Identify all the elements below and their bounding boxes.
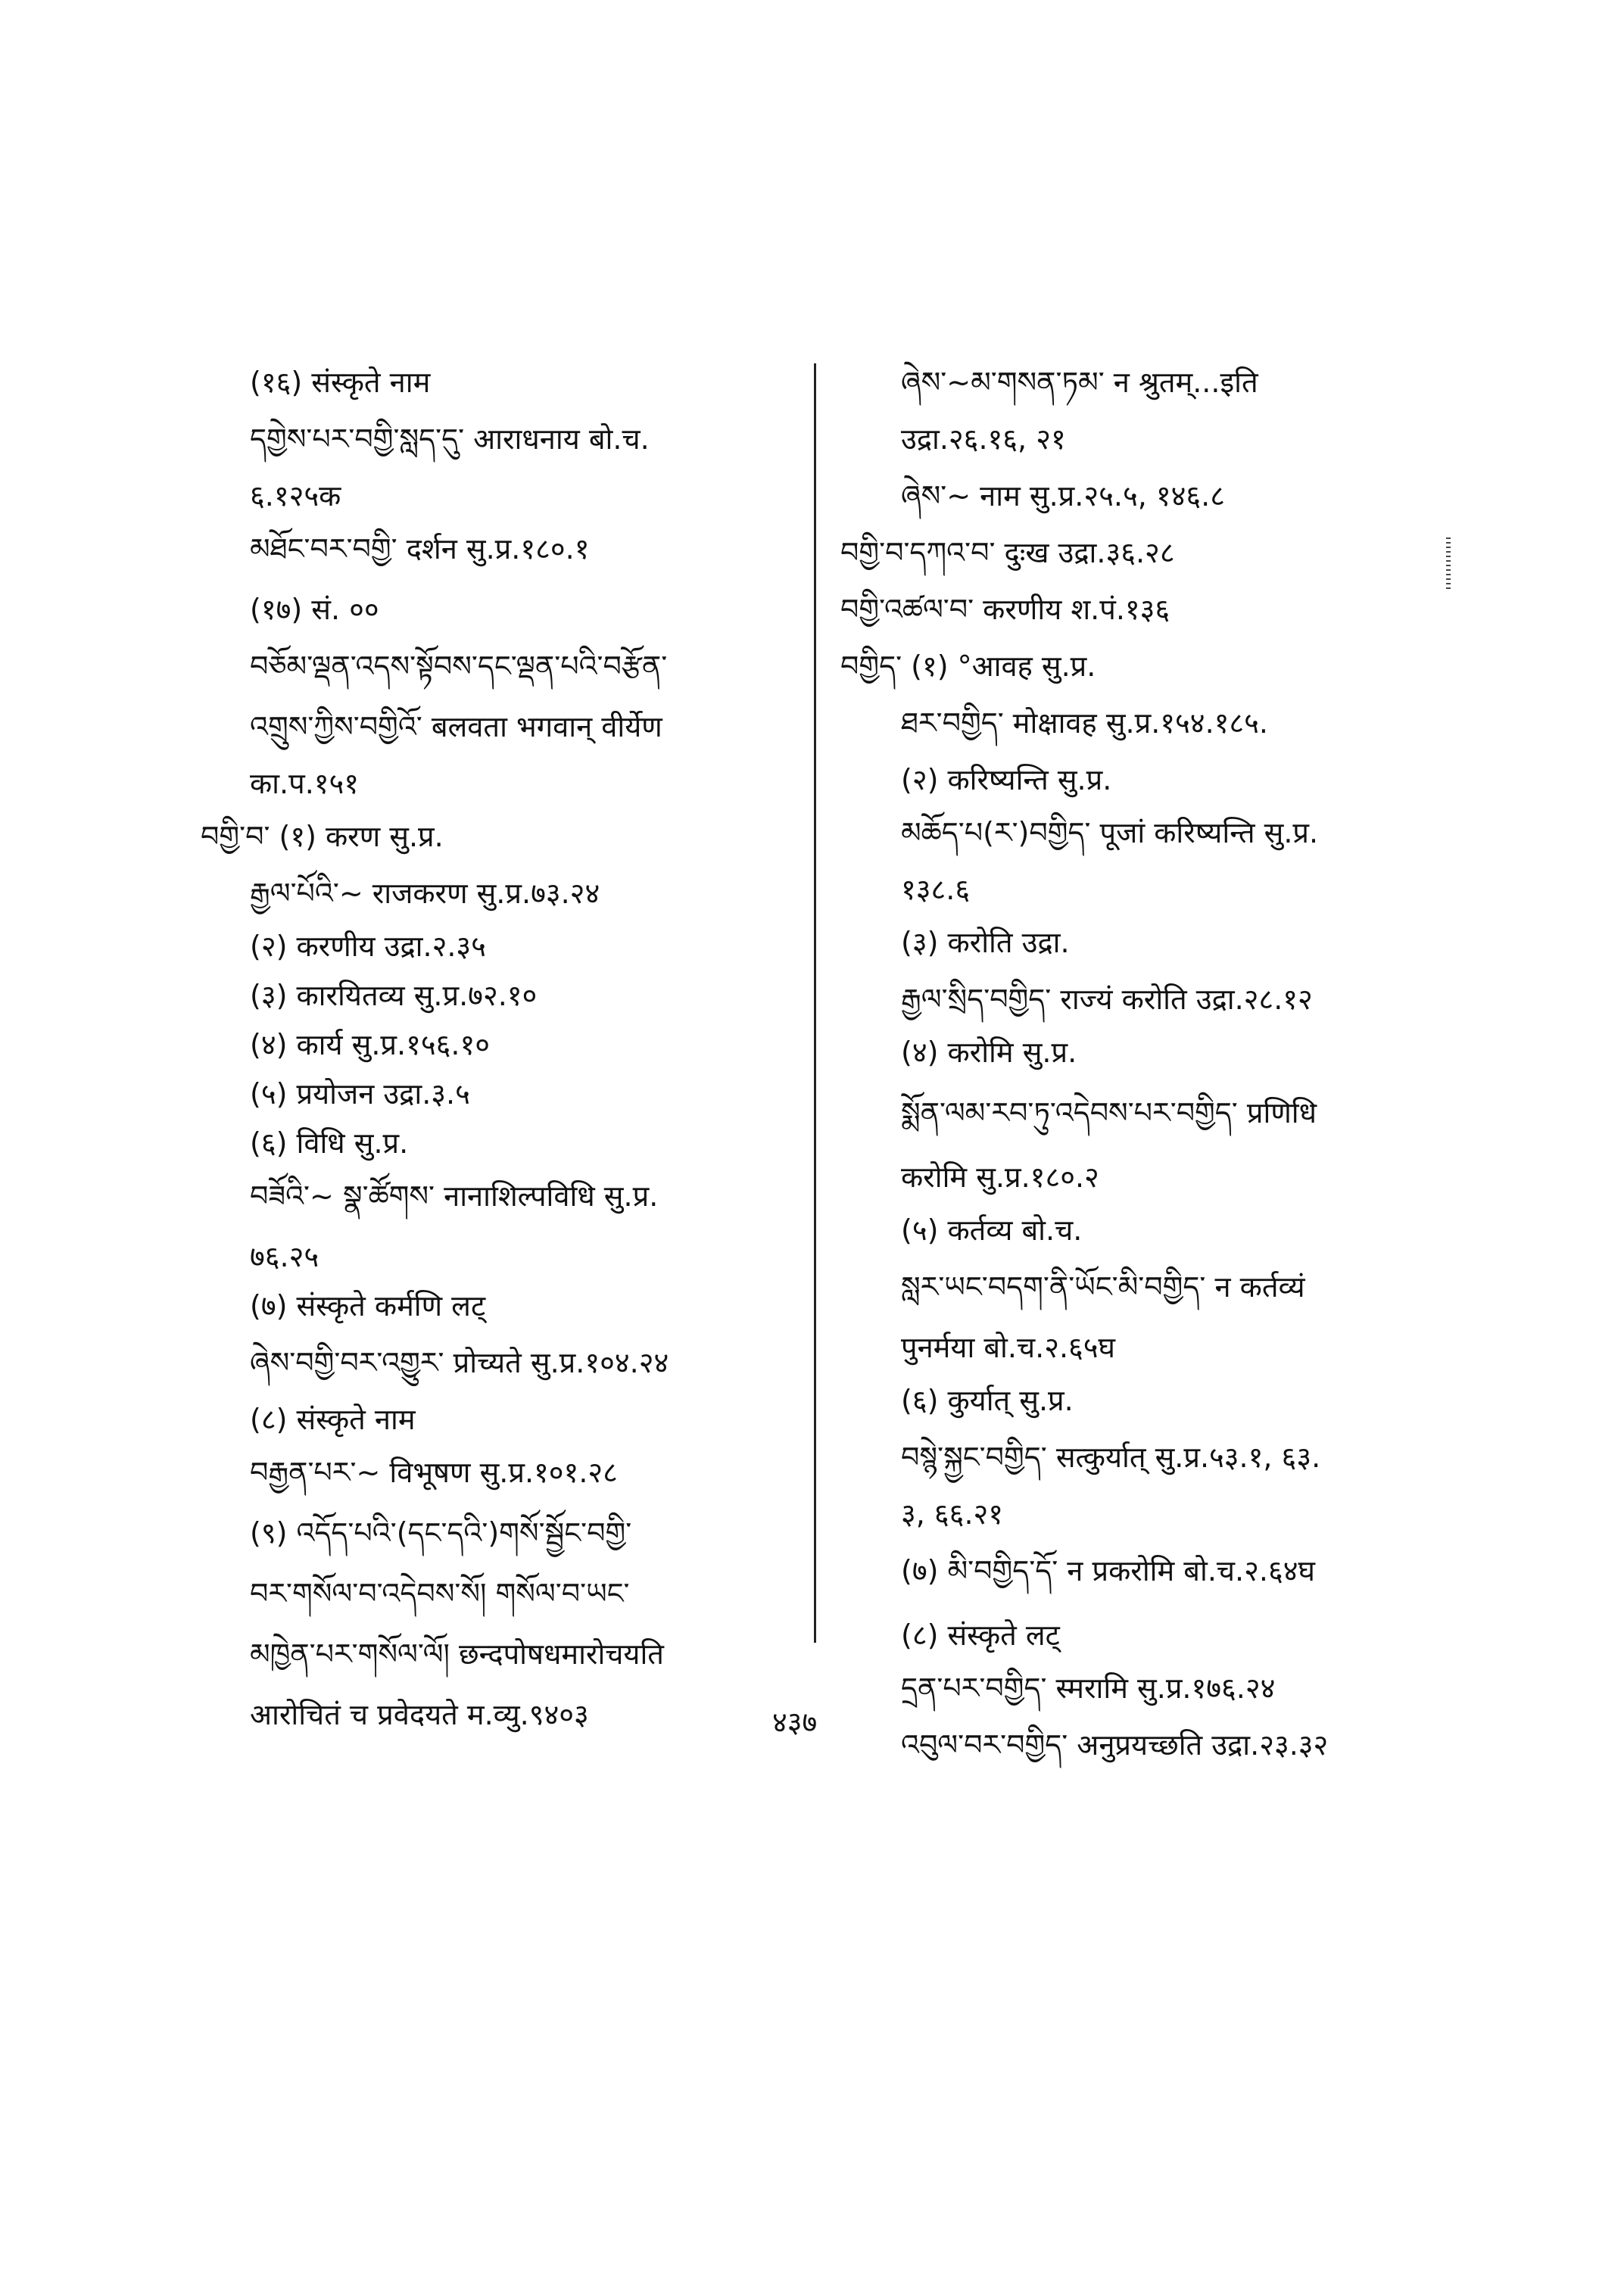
entry-line: རྒྱལ་སྲིད་བགྱིད་ राज्यं करोति उद्रा.२८.१२	[901, 983, 1313, 1016]
headword-line: བགྱིད་ (१) °आवह सु.प्र.	[840, 650, 1096, 683]
entry-line: (७) संस्कृते कर्मणि लट्	[250, 1289, 486, 1323]
entry-line: བསྙེ་སྐྱང་བགྱིད་ सत्कुर्यात् सु.प्र.५३.१, ६३.	[901, 1441, 1321, 1474]
entry-line: ཞེས་~ नाम सु.प्र.२५.५, १४६.८	[901, 479, 1225, 512]
entry-line: ३, ६६.२१	[901, 1497, 1004, 1531]
entry-line: (७) མི་བགྱིད་དོ་ न प्रकरोमि बो.च.२.६४घ	[901, 1554, 1315, 1587]
entry-line: དགྱེས་པར་བགྱི་སླད་དུ་ आराधनाय बो.च.	[250, 422, 650, 456]
entry-line: (३) कारयितव्य सु.प्र.७२.१०	[250, 979, 538, 1012]
entry-line: (६) विधि सु.प्र.	[250, 1126, 409, 1160]
entry-line: ཞེས་~མ་གསན་ཏམ་ न श्रुतम्...इति	[901, 366, 1258, 399]
entry-line: (२) करिष्यन्ति सु.प्र.	[901, 763, 1112, 796]
entry-line: སྨོན་ལམ་རབ་ཏུ་འདེབས་པར་བགྱིད་ प्रणिधि	[901, 1096, 1317, 1129]
entry-line: དྲན་པར་བགྱིད་ स्मरामि सु.प्र.१७६.२४	[901, 1671, 1276, 1705]
entry-line: ६.१२५क	[250, 479, 341, 512]
headword-line: བགྱི་འཚལ་བ་ करणीय श.पं.१३६	[840, 593, 1170, 626]
entry-line: འགྲུས་ཀྱིས་བགྱིའོ་ बलवता भगवान् वीर्येण	[250, 710, 662, 743]
entry-line: འབུལ་བར་བགྱིད་ अनुप्रयच्छति उद्रा.२३.३२	[901, 1728, 1329, 1762]
entry-line: (६) कुर्यात् सु.प्र.	[901, 1384, 1074, 1417]
entry-line: (१६) संस्कृते नाम	[250, 366, 431, 399]
headword-line: བགྱི་བ་ (१) करण सु.प्र.	[201, 820, 444, 853]
margin-tick-mark	[1446, 537, 1451, 592]
entry-line: ७६.२५	[250, 1240, 320, 1273]
entry-line: མཆོད་པ(ར་)བགྱིད་ पूजां करिष्यन्ति सु.प्र.	[901, 816, 1319, 849]
entry-line: आरोचितं च प्रवेदयते म.व्यु.९४०३	[250, 1698, 589, 1731]
entry-line: (८) संस्कृते नाम	[250, 1403, 416, 1436]
entry-line: पुनर्मया बो.च.२.६५घ	[901, 1331, 1116, 1364]
entry-line: རྒྱལ་པོའི་~ राजकरण सु.प्र.७३.२४	[250, 877, 600, 910]
entry-line: १३८.६	[901, 873, 971, 906]
entry-line: (१७) सं. ००	[250, 593, 379, 626]
entry-line: བཅོམ་ལྡན་འདས་སྟོབས་དང་ལྡན་པའི་བརྩོན་	[250, 650, 668, 683]
entry-line: བཟོའི་~ སྣ་ཚོགས་ नानाशिल्पविधि सु.प्र.	[250, 1179, 659, 1213]
entry-line: མཁྱེན་པར་གསོལ་ལོ། छन्दपोषधमारोचयति	[250, 1637, 664, 1671]
entry-line: མཐོང་བར་བགྱི་ दर्शन सु.प्र.१८०.१	[250, 532, 590, 565]
entry-line: བརྒྱན་པར་~ विभूषण सु.प्र.१०१.२८	[250, 1456, 618, 1489]
entry-line: (५) प्रयोजन उद्रा.३.५	[250, 1077, 470, 1111]
entry-line: (२) करणीय उद्रा.२.३५	[250, 930, 486, 963]
entry-line: ཞེས་བགྱི་བར་འགྱུར་ प्रोच्यते सु.प्र.१०४.२४	[250, 1346, 669, 1379]
entry-line: (३) करोति उद्रा.	[901, 926, 1070, 959]
headword-line: བགྱི་བ་དཀའ་བ་ दुःख उद्रा.३६.२८	[840, 536, 1175, 569]
entry-line: उद्रा.२६.१६, २१	[901, 422, 1066, 456]
page-number: ४३७	[772, 1706, 818, 1739]
entry-line: करोमि सु.प्र.१८०.२	[901, 1161, 1099, 1194]
entry-line: (५) कर्तव्य बो.च.	[901, 1213, 1083, 1247]
entry-line: (८) संस्कृते लट्	[901, 1618, 1060, 1652]
entry-line: (९) འདོད་པའི་(དང་དའི་)གསོ་སྦྱོང་བགྱི་	[250, 1516, 632, 1550]
entry-line: སླར་ཡང་བདག་ནི་ཡོང་མི་བགྱིད་ न कर्तव्यं	[901, 1270, 1305, 1304]
entry-line: བར་གསོལ་བ་འདེབས་སོ། གསོལ་བ་ཡང་	[250, 1577, 630, 1610]
entry-line: (४) कार्य सु.प्र.१५६.१०	[250, 1028, 490, 1061]
entry-line: (४) करोमि सु.प्र.	[901, 1036, 1077, 1069]
entry-line: ཐར་བགྱིད་ मोक्षावह सु.प्र.१५४.१८५.	[901, 706, 1269, 740]
column-divider	[814, 363, 816, 1643]
entry-line: का.प.१५१	[250, 767, 360, 800]
